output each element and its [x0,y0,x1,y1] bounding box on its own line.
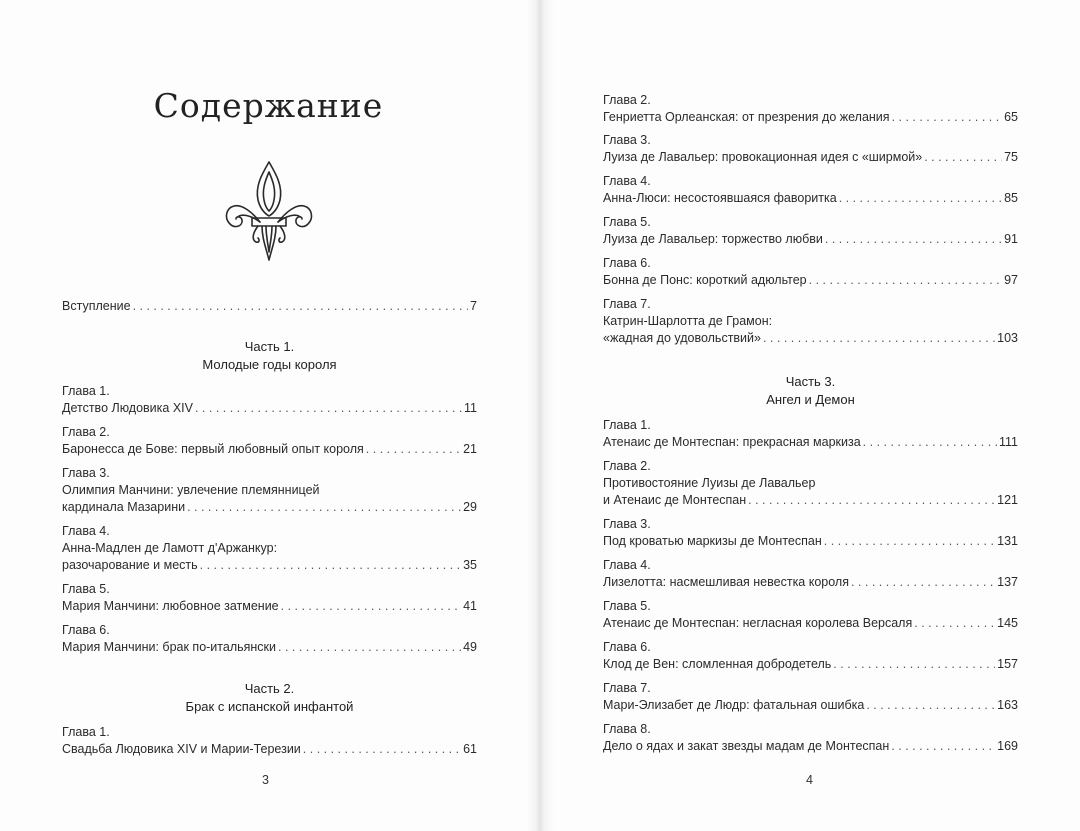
chapter-label: Глава 1. [62,384,110,398]
entry-title: Олимпия Манчини: увлечение племянницей [62,483,320,497]
entry-page: 65 [1004,110,1018,124]
toc-entry[interactable] [603,92,1018,126]
toc-entry[interactable] [603,639,1018,673]
entry-title-cont: разочарование и месть [62,558,198,572]
entry-title: Мария Манчини: брак по-итальянски [62,640,277,654]
leader-dots [851,574,995,591]
leader-dots [187,499,461,516]
toc-entry[interactable] [62,523,477,574]
toc-entry[interactable] [62,622,477,656]
entry-title: Атенаис де Монтеспан: прекрасная маркиза [603,435,861,449]
chapter-label: Глава 6. [603,640,651,654]
entry-title: Дело о ядах и закат звезды мадам де Монтеспан [603,739,890,753]
entry-page: 49 [463,640,477,654]
chapter-label: Глава 4. [603,174,651,188]
leader-dots [366,441,461,458]
toc-entry[interactable] [603,214,1018,248]
chapter-label: Глава 4. [62,524,110,538]
chapter-label: Глава 7. [603,297,651,311]
leader-dots [839,190,1002,207]
toc-entry[interactable] [62,465,477,516]
toc-entry[interactable] [603,173,1018,207]
part-heading [62,338,477,374]
entry-title: Под кроватью маркизы де Монтеспан [603,534,822,548]
chapter-label: Глава 2. [603,93,651,107]
entry-page: 11 [464,401,477,415]
toc-entry[interactable] [62,424,477,458]
leader-dots [200,557,461,574]
entry-page: 35 [463,558,477,572]
chapter-label: Глава 1. [62,725,110,739]
chapter-label: Глава 5. [603,599,651,613]
leader-dots [195,400,462,417]
entry-title: Баронесса де Бове: первый любовный опыт короля [62,442,364,456]
chapter-label: Глава 6. [62,623,110,637]
entry-title: Лизелотта: насмешливая невестка короля [603,575,849,589]
entry-title: Анна-Мадлен де Ламотт д'Аржанкур: [62,541,278,555]
toc-entry[interactable] [603,417,1018,451]
entry-title: Детство Людовика XIV [62,401,193,415]
toc-entry[interactable] [62,724,477,758]
chapter-label: Глава 3. [603,517,651,531]
leader-dots [914,615,995,632]
entry-page: 145 [997,616,1018,630]
chapter-label: Глава 6. [603,256,651,270]
entry-title: Луиза де Лавальер: торжество любви [603,232,823,246]
entry-page: 85 [1004,191,1018,205]
part-number: Часть 1. [244,339,295,354]
entry-title-cont: кардинала Мазарини [62,500,186,514]
leader-dots [133,298,468,315]
toc-entry[interactable] [603,557,1018,591]
chapter-label: Глава 2. [62,425,110,439]
entry-title: Анна-Люси: несостоявшаяся фаворитка [603,191,837,205]
leader-dots [303,741,461,758]
entry-page: 111 [998,435,1018,449]
fleur-de-lis-icon [222,160,316,264]
toc-entry[interactable] [603,721,1018,755]
left-page [0,0,537,831]
leader-dots [833,656,995,673]
entry-title: Катрин-Шарлотта де Грамон: [603,314,773,328]
leader-dots [763,330,995,347]
leader-dots [924,149,1002,166]
leader-dots [866,697,995,714]
chapter-label: Глава 3. [603,133,651,147]
leader-dots [809,272,1002,289]
entry-page: 157 [997,657,1018,671]
entry-title-cont: и Атенаис де Монтеспан [603,493,747,507]
part-title: Брак с испанской инфантой [185,699,354,714]
entry-page: 41 [463,599,477,613]
part-title: Ангел и Демон [766,392,855,407]
chapter-label: Глава 7. [603,681,651,695]
leader-dots [748,492,995,509]
leader-dots [825,231,1002,248]
part-heading [603,373,1018,409]
entry-page: 137 [997,575,1018,589]
page-title: Содержание [153,86,384,125]
entry-page: 163 [997,698,1018,712]
toc-entry[interactable] [62,383,477,417]
toc-entry[interactable] [603,598,1018,632]
entry-page: 29 [463,500,477,514]
entry-page: 169 [997,739,1018,753]
entry-page: 75 [1004,150,1018,164]
toc-entry[interactable] [62,581,477,615]
entry-title: Противостояние Луизы де Лавальер [603,476,816,490]
entry-page: 7 [470,299,477,313]
chapter-label: Глава 3. [62,466,110,480]
toc-entry[interactable] [603,132,1018,166]
entry-page: 21 [463,442,477,456]
entry-title: Мария Манчини: любовное затмение [62,599,279,613]
leader-dots [892,109,1003,126]
leader-dots [824,533,995,550]
page-number: 3 [262,773,269,787]
entry-page: 97 [1004,273,1018,287]
leader-dots [281,598,461,615]
chapter-label: Глава 2. [603,459,651,473]
entry-title: Мари-Элизабет де Людр: фатальная ошибка [603,698,865,712]
part-number: Часть 2. [244,681,295,696]
entry-page: 61 [463,742,477,756]
toc-entry[interactable] [603,680,1018,714]
leader-dots [863,434,997,451]
part-number: Часть 3. [785,374,836,389]
page-number: 4 [806,773,813,787]
entry-title: Вступление [62,299,131,313]
toc-entry-intro[interactable] [62,298,477,315]
entry-title: Генриетта Орлеанская: от презрения до желания [603,110,890,124]
entry-title: Свадьба Людовика XIV и Марии-Терезии [62,742,301,756]
entry-page: 131 [997,534,1018,548]
chapter-label: Глава 4. [603,558,651,572]
entry-page: 91 [1004,232,1018,246]
entry-page: 121 [997,493,1018,507]
entry-title: Атенаис де Монтеспан: негласная королева Версаля [603,616,913,630]
toc-entry[interactable] [603,255,1018,289]
entry-title: Бонна де Понс: короткий адюльтер [603,273,807,287]
entry-title: Клод де Вен: сломленная добродетель [603,657,832,671]
entry-page: 103 [997,331,1018,345]
chapter-label: Глава 5. [603,215,651,229]
right-page [540,0,1080,831]
toc-entry[interactable] [603,296,1018,347]
chapter-label: Глава 1. [603,418,651,432]
toc-entry[interactable] [603,516,1018,550]
leader-dots [891,738,995,755]
part-heading [62,680,477,716]
book-gutter [526,0,554,831]
chapter-label: Глава 8. [603,722,651,736]
toc-entry[interactable] [603,458,1018,509]
part-title: Молодые годы короля [202,357,337,372]
entry-title-cont: «жадная до удовольствий» [603,331,761,345]
chapter-label: Глава 5. [62,582,110,596]
leader-dots [278,639,461,656]
entry-title: Луиза де Лавальер: провокационная идея с «ширмой» [603,150,923,164]
